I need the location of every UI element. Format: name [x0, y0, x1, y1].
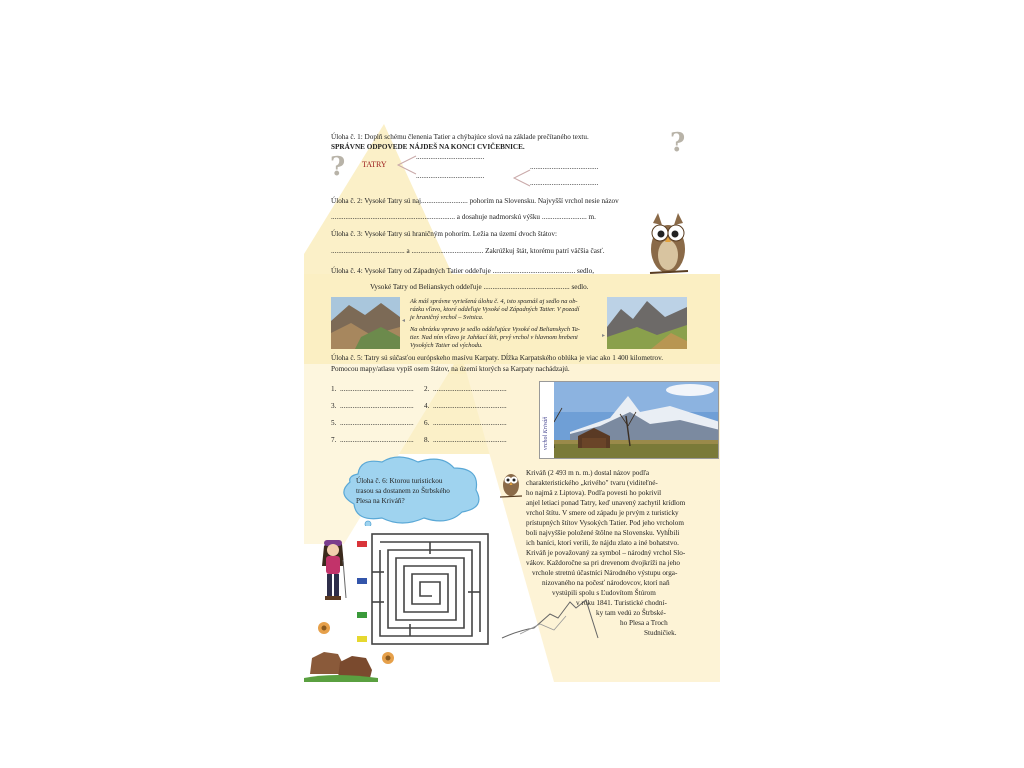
task3-line2: ......................................... a ........................................ Zakrúžkuj štát, ktorému patrí väčšia časť. — [331, 247, 605, 255]
task1-instruction: Úloha č. 1: Doplň schému členenia Tatier a chýbajúce slová na základe prečítaného textu. — [331, 133, 589, 141]
state-blank[interactable]: ......................................... — [432, 419, 507, 427]
task4-line2: Vysoké Tatry od Belianskych oddeľuje ................................................ sedlo. — [370, 283, 589, 291]
article-line: boli najvyššie položené štôlne na Slovensku. Vyhĺbili — [526, 529, 680, 537]
article-line: Studničiek. — [644, 629, 677, 637]
small-owl-icon — [500, 469, 522, 499]
owl-illustration — [644, 209, 692, 281]
task4-line1: Úloha č. 4: Vysoké Tatry od Západných Tatier oddeľuje .............................................. sedlo, — [331, 267, 595, 275]
article-line: Kriváň (2 493 m n. m.) dostal názov podľa — [526, 469, 650, 477]
task2-line1: Úloha č. 2: Vysoké Tatry sú naj.......................... pohorím na Slovensku. Najvyšší vrchol nesie názov — [331, 197, 619, 205]
question-mark-icon: ? — [670, 128, 686, 158]
left-saddle-photo — [331, 297, 400, 349]
article-line: vákov. Každoročne sa pri drevenom dvojkríži na jeho — [526, 559, 681, 567]
scheme-blank-3[interactable]: ...................................... — [530, 163, 599, 171]
hiker-girl-illustration — [316, 536, 350, 608]
task6-line2: trasou sa dostanem zo Štrbského — [356, 487, 450, 495]
state-item-5: 5. ......................................... — [331, 419, 414, 427]
state-blank[interactable]: ......................................... — [339, 385, 414, 393]
article-line: ich baníci, ktorí verili, že nájdu zlato a iné bohatstvo. — [526, 539, 679, 547]
task4-note-line: rázku vľavo, ktoré oddeľuje Vysoké od Západných Tatier. V pozadí — [410, 306, 580, 313]
article-line: v roku 1841. Turistické chodní- — [576, 599, 667, 607]
article-line: Kriváň je považovaný za symbol – národný vrchol Slo- — [526, 549, 686, 557]
article-line: anjel letiaci ponad Tatry, keď unavený zachytil krídlom — [526, 499, 686, 507]
pointer-left-icon: ◂ — [402, 318, 406, 324]
branch-arrow-icon — [512, 168, 532, 188]
task5-line2: Pomocou mapy/atlasu vypíš osem štátov, na území ktorých sa Karpaty nachádzajú. — [331, 365, 570, 373]
task1-note: SPRÁVNE ODPOVEDE NÁJDEŠ NA KONCI CVIČEBNICE. — [331, 143, 525, 151]
state-item-2: 2. ......................................... — [424, 385, 507, 393]
article-line: ho Plesa a Troch — [620, 619, 668, 627]
hiking-boots-illustration — [304, 618, 404, 682]
tatry-label: TATRY — [362, 160, 387, 169]
worksheet-page — [304, 124, 720, 682]
state-blank[interactable]: ......................................... — [339, 436, 414, 444]
task4-note-line: tier. Nad ním vľavo je Jahňací štít, prvý vrchol v hlavnom hrebeni — [410, 334, 578, 341]
maze-start-red[interactable] — [357, 541, 367, 547]
state-item-3: 3. ......................................... — [331, 402, 414, 410]
state-blank[interactable]: ......................................... — [339, 402, 414, 410]
state-blank[interactable]: ......................................... — [339, 419, 414, 427]
scheme-blank-1[interactable]: ...................................... — [416, 153, 485, 161]
article-line: ky tam vedú zo Štrbské- — [596, 609, 666, 617]
state-item-4: 4. ......................................... — [424, 402, 507, 410]
task4-note-line: Ak máš správne vyriešenú úlohu č. 4, isto spoznáš aj sedlo na ob- — [410, 298, 578, 305]
article-line: prístupných štítov Vysokých Tatier. Pod jeho vrcholom — [526, 519, 684, 527]
task6-line1: Úloha č. 6: Ktorou turistickou — [356, 477, 443, 485]
krivan-photo-caption: vrchol Kriváň — [543, 416, 549, 450]
article-line: vrchole stretnú účastníci Národného výstupu orga- — [532, 569, 678, 577]
maze-start-blue[interactable] — [357, 578, 367, 584]
task6-line3: Plesa na Kriváň? — [356, 497, 405, 505]
branch-arrow-icon — [396, 154, 418, 176]
state-blank[interactable]: ......................................... — [432, 385, 507, 393]
state-item-6: 6. ......................................... — [424, 419, 507, 427]
state-blank[interactable]: ......................................... — [432, 402, 507, 410]
article-line: vrchol štítu. V smere od západu je prvým z turisticky — [526, 509, 679, 517]
question-mark-icon: ? — [330, 152, 346, 182]
scheme-blank-4[interactable]: ...................................... — [530, 179, 599, 187]
task5-line1: Úloha č. 5: Tatry sú súčasťou európskeho masívu Karpaty. Dĺžka Karpatského oblúka je viac ako 1 400 kilometrov. — [331, 354, 664, 362]
task4-note-line: Na obrázku vpravo je sedlo oddeľujúce Vysoké od Belianskych Ta- — [410, 326, 580, 333]
article-line: ho najmä z Liptova). Podľa povesti ho pokrivil — [526, 489, 662, 497]
task3-line1: Úloha č. 3: Vysoké Tatry sú hraničným pohorím. Ležia na území dvoch štátov: — [331, 230, 557, 238]
scheme-blank-2[interactable]: ...................................... — [416, 172, 485, 180]
state-item-8: 8. ......................................... — [424, 436, 507, 444]
task4-note-line: je hraničný vrchol – Svinica. — [410, 314, 484, 321]
task2-line2: ..................................................................... a dosahuje nadmorskú výšku ......................... m. — [331, 213, 596, 221]
article-line: nizovaného na počesť národovcov, ktorí naň — [542, 579, 670, 587]
article-line: charakteristického „krivého" tvaru (viditeľné- — [526, 479, 658, 487]
article-line: vystúpili spolu s Ľudovítom Štúrom — [552, 589, 656, 597]
pointer-right-icon: ▸ — [602, 333, 606, 339]
krivan-photo — [539, 381, 719, 459]
right-saddle-photo — [607, 297, 687, 349]
state-item-7: 7. ......................................... — [331, 436, 414, 444]
task4-note-line: Vysokých Tatier od východu. — [410, 342, 483, 349]
state-blank[interactable]: ......................................... — [432, 436, 507, 444]
state-item-1: 1. ......................................... — [331, 385, 414, 393]
